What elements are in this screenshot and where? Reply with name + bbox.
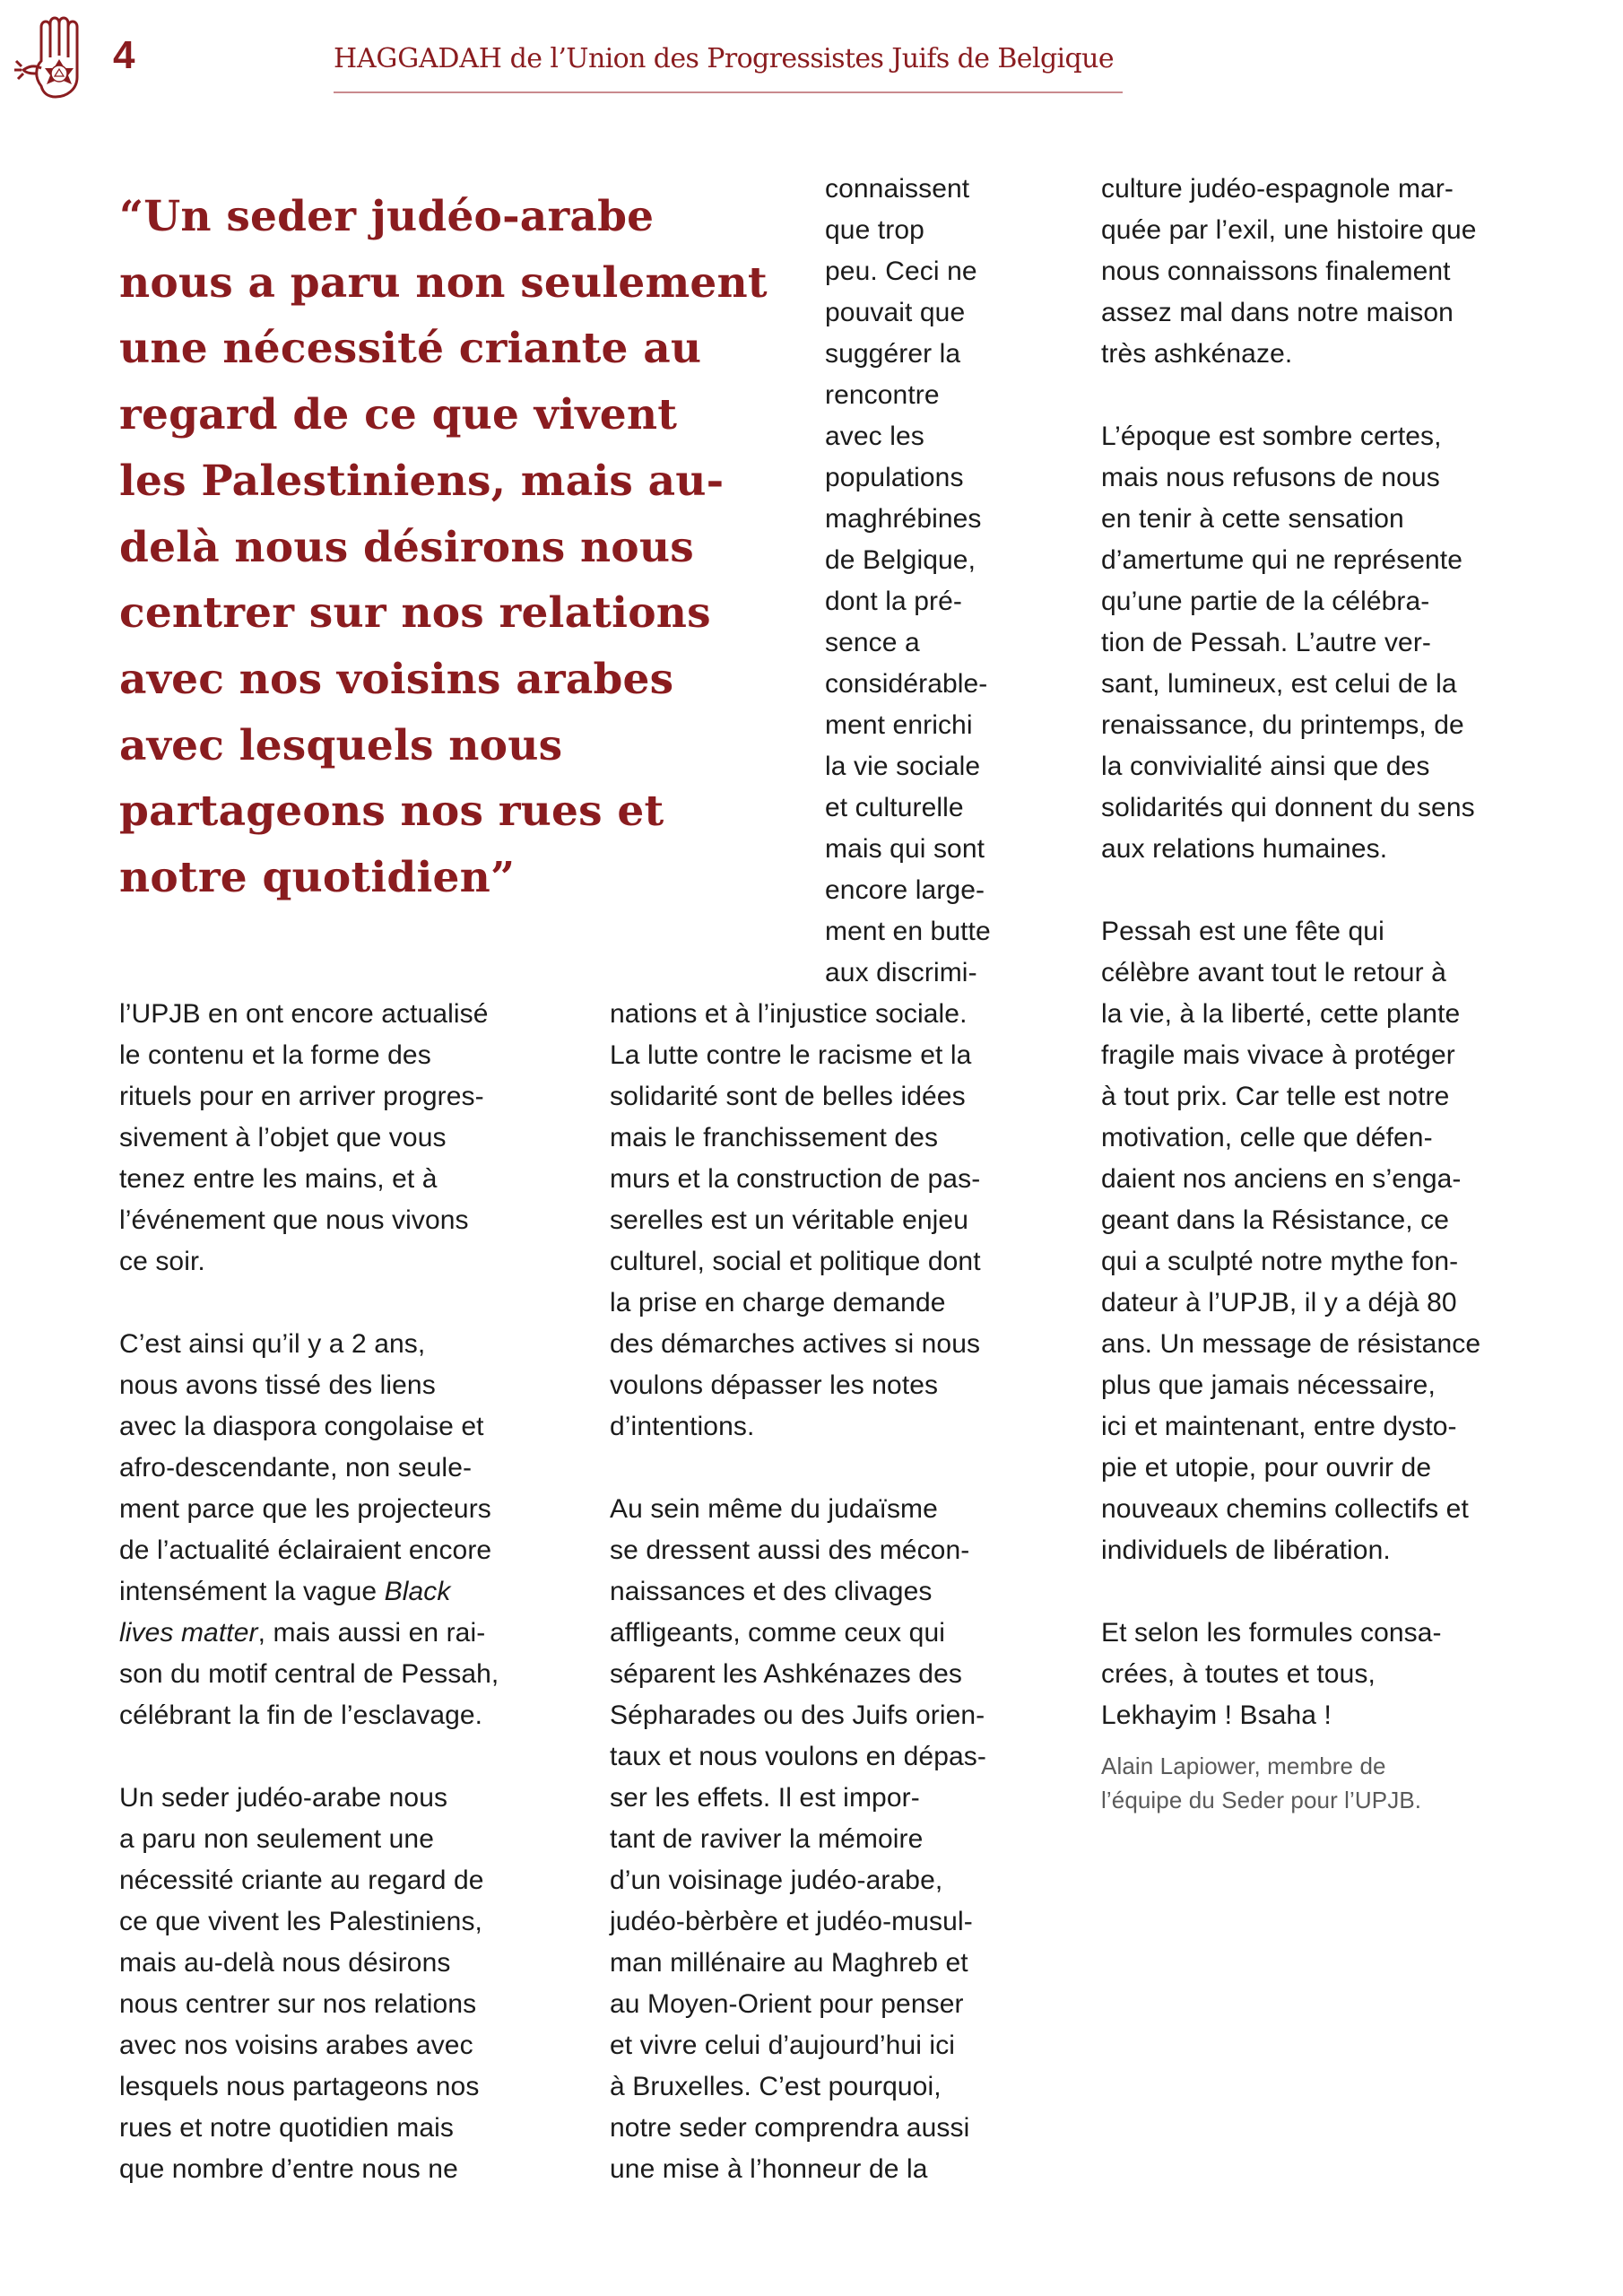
- text-line: d’intentions.: [610, 1412, 755, 1441]
- text-line: Sépharades ou des Juifs orien-: [610, 1700, 985, 1730]
- text-line: Et selon les formules consa-: [1101, 1618, 1442, 1648]
- text-line: voulons dépasser les notes: [610, 1370, 939, 1400]
- text-line: une mise à l’honneur de la: [610, 2154, 928, 2184]
- text-line: rencontre: [825, 380, 940, 410]
- text-line: que trop: [825, 215, 924, 245]
- text-line: rituels pour en arriver progres-: [119, 1082, 484, 1111]
- text-line: man millénaire au Maghreb et: [610, 1948, 968, 1978]
- text-line: des démarches actives si nous: [610, 1329, 981, 1359]
- column-right: [1101, 169, 1549, 1817]
- text-line: culture judéo-espagnole mar-: [1101, 174, 1454, 204]
- text-line: partageons nos rues et: [119, 787, 664, 837]
- text-line: mais qui sont: [825, 834, 985, 864]
- text-line: tion de Pessah. L’autre ver-: [1101, 628, 1432, 657]
- text-line: l’événement que nous vivons: [119, 1205, 469, 1235]
- column-middle: [610, 994, 1058, 2190]
- text-line: lesquels nous partageons nos: [119, 2072, 480, 2101]
- text-line: sant, lumineux, est celui de la: [1101, 669, 1457, 699]
- text-line: célèbre avant tout le retour à: [1101, 958, 1446, 987]
- text-line: aux discrimi-: [825, 958, 977, 987]
- text-line: affligeants, comme ceux qui: [610, 1618, 946, 1648]
- text-line: delà nous désirons nous: [119, 522, 694, 572]
- text-line: solidarité sont de belles idées: [610, 1082, 966, 1111]
- text-line: a paru non seulement une: [119, 1824, 434, 1854]
- paragraph-gap: [1101, 375, 1549, 416]
- text-line: la vie sociale: [825, 752, 981, 781]
- text-line: centrer sur nos relations: [119, 588, 711, 639]
- text-line: mais le franchissement des: [610, 1123, 939, 1152]
- text-line: La lutte contre le racisme et la: [610, 1040, 972, 1070]
- text-line: célébrant la fin de l’esclavage.: [119, 1700, 483, 1730]
- paragraph-4: [1101, 1613, 1549, 1736]
- text-line: qu’une partie de la célébra-: [1101, 587, 1430, 616]
- pull-quote: [119, 184, 801, 911]
- text-line: qui a sculpté notre mythe fon-: [1101, 1247, 1459, 1276]
- text-line: et vivre celui d’aujourd’hui ici: [610, 2031, 956, 2060]
- text-line: de l’actualité éclairaient encore: [119, 1535, 492, 1565]
- text-line: d’un voisinage judéo-arabe,: [610, 1866, 943, 1895]
- text-line: Au sein même du judaïsme: [610, 1494, 938, 1524]
- paragraph-gap: [1101, 1571, 1549, 1613]
- text-line: daient nos anciens en s’enga-: [1101, 1164, 1462, 1194]
- text-line: fragile mais vivace à protéger: [1101, 1040, 1455, 1070]
- paragraph-gap: [119, 1283, 568, 1324]
- text-line: connaissent: [825, 174, 970, 204]
- text-line: considérable-: [825, 669, 988, 699]
- text-fragment: , mais aussi en rai-: [257, 1618, 486, 1648]
- text-line: [119, 1571, 568, 1613]
- text-line: naissances et des clivages: [610, 1577, 933, 1606]
- paragraph-1: [119, 994, 568, 1283]
- text-line: nations et à l’injustice sociale.: [610, 999, 968, 1029]
- italic-lives-matter: lives matter: [119, 1618, 258, 1648]
- text-line: d’amertume qui ne représente: [1101, 545, 1463, 575]
- text-line: avec nos voisins arabes: [119, 654, 674, 704]
- text-line: peu. Ceci ne: [825, 257, 977, 286]
- paragraph-2-lines-end: [119, 1654, 568, 1736]
- paragraph-gap: [119, 1736, 568, 1778]
- text-line: C’est ainsi qu’il y a 2 ans,: [119, 1329, 426, 1359]
- text-line: renaissance, du printemps, de: [1101, 710, 1464, 740]
- text-line: L’époque est sombre certes,: [1101, 422, 1442, 451]
- page-number: 4: [113, 33, 135, 77]
- running-head-title: HAGGADAH: [334, 43, 502, 74]
- text-line: taux et nous voulons en dépas-: [610, 1742, 986, 1771]
- text-line: son du motif central de Pessah,: [119, 1659, 499, 1689]
- text-line: nous centrer sur nos relations: [119, 1989, 477, 2019]
- text-line: sence a: [825, 628, 920, 657]
- paragraph-2: [610, 1489, 1058, 2190]
- text-line: ce que vivent les Palestiniens,: [119, 1907, 482, 1936]
- text-line: ans. Un message de résistance: [1101, 1329, 1481, 1359]
- text-line: tenez entre les mains, et à: [119, 1164, 438, 1194]
- text-line: afro-descendante, non seule-: [119, 1453, 473, 1483]
- paragraph-1: [1101, 169, 1549, 375]
- text-line: [119, 1613, 568, 1654]
- text-line: nous connaissons finalement: [1101, 257, 1451, 286]
- text-line: ser les effets. Il est impor-: [610, 1783, 920, 1813]
- text-line: ment en butte: [825, 917, 991, 946]
- text-line: Un seder judéo-arabe nous: [119, 1783, 448, 1813]
- text-line: nous avons tissé des liens: [119, 1370, 436, 1400]
- column-left: [119, 994, 568, 2190]
- text-line: suggérer la: [825, 339, 961, 369]
- text-line: Lekhayim ! Bsaha !: [1101, 1700, 1332, 1730]
- text-line: avec lesquels nous: [119, 720, 563, 770]
- text-line: maghrébines: [825, 504, 982, 534]
- text-line: la prise en charge demande: [610, 1288, 946, 1318]
- text-line: mais au-delà nous désirons: [119, 1948, 451, 1978]
- text-line: et culturelle: [825, 793, 964, 822]
- text-line: les Palestiniens, mais au-: [119, 456, 725, 506]
- text-line: pie et utopie, pour ouvrir de: [1101, 1453, 1432, 1483]
- column-narrow: [825, 169, 1076, 994]
- text-line: dateur à l’UPJB, il y a déjà 80: [1101, 1288, 1457, 1318]
- text-line: ici et maintenant, entre dysto-: [1101, 1412, 1457, 1441]
- text-line: que nombre d’entre nous ne: [119, 2154, 458, 2184]
- text-line: serelles est un véritable enjeu: [610, 1205, 968, 1235]
- text-line: murs et la construction de pas-: [610, 1164, 981, 1194]
- paragraph-2: [1101, 416, 1549, 870]
- text-line: crées, à toutes et tous,: [1101, 1659, 1376, 1689]
- running-head-subtitle: de l’Union des Progressistes Juifs de Belgique: [501, 43, 1115, 74]
- text-line: rues et notre quotidien mais: [119, 2113, 455, 2143]
- text-line: dont la pré-: [825, 587, 962, 616]
- text-line: avec la diaspora congolaise et: [119, 1412, 484, 1441]
- paragraph-gap: [1101, 870, 1549, 911]
- text-line: regard de ce que vivent: [119, 390, 678, 440]
- text-line: Alain Lapiower, membre de: [1101, 1752, 1386, 1779]
- text-line: une nécessité criante au: [119, 324, 702, 374]
- text-line: ment parce que les projecteurs: [119, 1494, 491, 1524]
- text-line: l’UPJB en ont encore actualisé: [119, 999, 489, 1029]
- text-line: très ashkénaze.: [1101, 339, 1293, 369]
- italic-black: Black: [384, 1577, 451, 1606]
- text-line: ment enrichi: [825, 710, 973, 740]
- text-line: le contenu et la forme des: [119, 1040, 431, 1070]
- text-line: Pessah est une fête qui: [1101, 917, 1384, 946]
- text-line: nouveaux chemins collectifs et: [1101, 1494, 1469, 1524]
- text-line: populations: [825, 463, 964, 492]
- text-line: sivement à l’objet que vous: [119, 1123, 447, 1152]
- hamsa-logo-icon: [14, 14, 95, 100]
- text-line: l’équipe du Seder pour l’UPJB.: [1101, 1787, 1422, 1813]
- text-line: la convivialité ainsi que des: [1101, 752, 1430, 781]
- text-line: avec nos voisins arabes avec: [119, 2031, 473, 2060]
- text-line: ce soir.: [119, 1247, 205, 1276]
- paragraph-3: [1101, 911, 1549, 1571]
- header-rule: [334, 91, 1123, 93]
- text-line: plus que jamais nécessaire,: [1101, 1370, 1436, 1400]
- text-line: motivation, celle que défen-: [1101, 1123, 1433, 1152]
- text-line: geant dans la Résistance, ce: [1101, 1205, 1450, 1235]
- text-line: “Un seder judéo-arabe: [119, 192, 655, 241]
- text-line: aux relations humaines.: [1101, 834, 1388, 864]
- author-signature: [1101, 1749, 1549, 1817]
- paragraph-3: [119, 1778, 568, 2190]
- text-line: encore large-: [825, 875, 985, 905]
- text-line: en tenir à cette sensation: [1101, 504, 1404, 534]
- text-line: à Bruxelles. C’est pourquoi,: [610, 2072, 942, 2101]
- paragraph-gap: [610, 1448, 1058, 1489]
- text-line: judéo-bèrbère et judéo-musul-: [610, 1907, 973, 1936]
- text-line: pouvait que: [825, 298, 966, 327]
- text-line: au Moyen-Orient pour penser: [610, 1989, 964, 2019]
- text-line: individuels de libération.: [1101, 1535, 1391, 1565]
- text-line: nécessité criante au regard de: [119, 1866, 484, 1895]
- text-line: quée par l’exil, une histoire que: [1101, 215, 1477, 245]
- text-line: à tout prix. Car telle est notre: [1101, 1082, 1450, 1111]
- text-line: notre seder comprendra aussi: [610, 2113, 970, 2143]
- text-line: culturel, social et politique dont: [610, 1247, 981, 1276]
- text-fragment: intensément la vague: [119, 1577, 385, 1606]
- running-head: [334, 41, 1114, 77]
- paragraph-2: [119, 1324, 568, 1736]
- text-line: mais nous refusons de nous: [1101, 463, 1440, 492]
- text-line: avec les: [825, 422, 924, 451]
- text-line: solidarités qui donnent du sens: [1101, 793, 1475, 822]
- text-line: la vie, à la liberté, cette plante: [1101, 999, 1461, 1029]
- text-line: de Belgique,: [825, 545, 976, 575]
- text-line: nous a paru non seulement: [119, 257, 768, 308]
- text-line: notre quotidien”: [119, 853, 516, 903]
- text-line: tant de raviver la mémoire: [610, 1824, 924, 1854]
- paragraph-1: [610, 994, 1058, 1448]
- text-line: séparent les Ashkénazes des: [610, 1659, 962, 1689]
- text-line: se dressent aussi des mécon-: [610, 1535, 970, 1565]
- paragraph-2-lines: [119, 1324, 568, 1571]
- text-line: assez mal dans notre maison: [1101, 298, 1454, 327]
